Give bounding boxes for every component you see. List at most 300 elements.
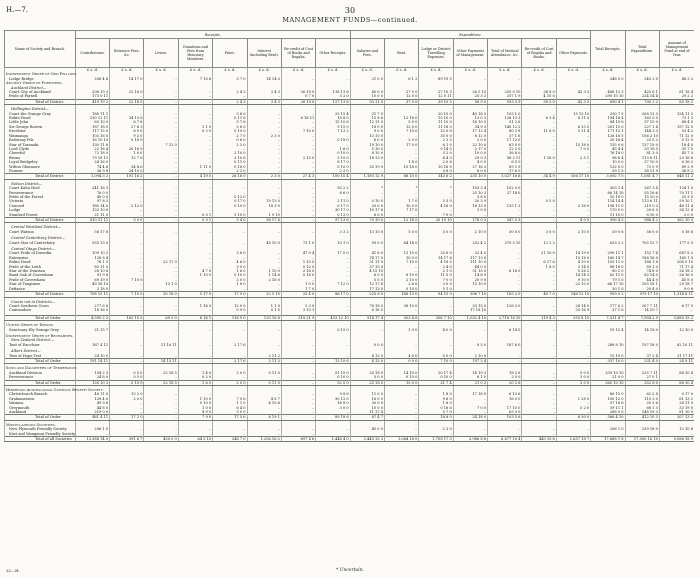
table-cell: 1,094 3 2 (75, 174, 109, 179)
table-cell: 6 18 11 (281, 116, 315, 120)
table-cell: 7 10 0 (110, 278, 144, 282)
table-cell: 33 15 0 (453, 304, 487, 308)
table-cell: 14 14 3 (556, 273, 590, 277)
table-cell: 12 0 0 (385, 94, 419, 99)
table-cell: 986 4 2 (625, 218, 659, 223)
table-cell: 0 17 0 (659, 392, 694, 396)
table-cell: 17 12 0 (350, 287, 384, 292)
row-label: Court Star of Canterbury (5, 241, 76, 245)
table-cell: .. (281, 120, 315, 124)
row-label: Lodge (5, 208, 76, 212)
table-cell: 6 16 0 (350, 308, 384, 312)
table-cell: 17 12 4 (453, 129, 487, 133)
table-cell: 9 6 0 (419, 397, 453, 401)
table-cell: .. (247, 282, 281, 286)
table-cell: .. (178, 99, 212, 104)
table-cell: 252 4 2 (453, 241, 487, 245)
row-label: Perseverance (5, 375, 76, 380)
table-cell: .. (178, 427, 212, 431)
table-cell: .. (247, 195, 281, 199)
table-cell: 20 0 0 (350, 204, 384, 208)
table-cell: 241 16 3 (75, 186, 109, 190)
table-cell: .. (144, 125, 178, 129)
row-label: Grahamstown (5, 397, 76, 401)
table-cell: .. (488, 427, 522, 431)
table-cell: .. (453, 432, 487, 437)
table-cell: 0 5 0 (522, 199, 556, 203)
table-cell: 17 18 0 (453, 392, 487, 396)
table-cell: 5 10 0 (350, 147, 384, 151)
table-cell: .. (488, 354, 522, 359)
table-cell: .. (144, 354, 178, 359)
table-cell: 31 11 0 (350, 260, 384, 264)
table-cell: .. (178, 204, 212, 208)
column-header: Total Expenditure. (625, 31, 659, 68)
table-cell: 2 10 0 (556, 230, 590, 234)
table-cell: .. (522, 343, 556, 347)
table-cell: 26 19 0 (281, 99, 315, 104)
table-cell: 18 4 0 (659, 143, 694, 147)
table-cell: 57 16 6 (591, 401, 625, 405)
table-cell: 3 0 0 (556, 380, 590, 385)
table-cell: 49 16 10 (75, 282, 109, 286)
row-label: Wilton Glenmore (5, 165, 76, 169)
table-cell: .. (213, 287, 247, 292)
table-cell: 10 18 0 (385, 165, 419, 169)
table-cell: 26 5 10 (453, 90, 487, 94)
table-cell: 0 0 0 (419, 354, 453, 359)
table-cell: 18 3 0 (247, 204, 281, 208)
table-cell: .. (488, 260, 522, 264)
table-cell: 46 11 4 (659, 204, 694, 208)
table-cell: .. (281, 169, 315, 174)
table-cell: .. (522, 208, 556, 212)
table-cell: 1 8 0 (419, 392, 453, 396)
table-cell: 1 14 6 (247, 273, 281, 277)
table-cell: .. (110, 269, 144, 273)
table-cell: 18 13 0 (453, 204, 487, 208)
table-cell: .. (556, 138, 590, 142)
row-label: Total of District (5, 99, 76, 104)
table-cell: .. (556, 358, 590, 363)
table-cell: 113 6 11 (625, 156, 659, 160)
table-cell: 2 0 0 (453, 138, 487, 142)
row-label: Pioneer (5, 169, 76, 174)
table-cell: 1 8 0 (419, 401, 453, 405)
table-cell: 155 0 6 (591, 143, 625, 147)
table-cell: .. (281, 380, 315, 385)
table-cell: .. (247, 120, 281, 124)
table-cell: 0 10 0 (178, 401, 212, 405)
unit-cell: £ s. d. (350, 68, 384, 73)
table-cell: 14 19 3 (453, 371, 487, 375)
table-cell: .. (281, 199, 315, 203)
table-cell: 105 1 0 (488, 112, 522, 116)
table-cell: 17 18 10 (453, 308, 487, 312)
table-cell: .. (247, 169, 281, 174)
table-cell: 5 11 4 (556, 129, 590, 133)
table-cell: 5 1 0 (419, 287, 453, 292)
table-cell: 231 4 0 (625, 358, 659, 363)
table-cell: 74 17 0 (350, 256, 384, 260)
table-cell: 257 1 9 (488, 94, 522, 99)
table-cell: .. (316, 278, 350, 282)
table-cell: 27 10 3 (419, 90, 453, 94)
row-label: Miscellaneous Societies. (5, 423, 76, 427)
table-cell: 224 14 4 (625, 94, 659, 99)
row-label: Star of Tangimoe (5, 282, 76, 286)
table-cell: 0 17 0 (316, 204, 350, 208)
table-cell: .. (350, 328, 384, 332)
table-cell: 27 0 1 (625, 375, 659, 380)
table-cell: 3 10 0 (213, 213, 247, 218)
table-cell: 2 5 1 (556, 156, 590, 160)
unit-cell: £ s. d. (110, 68, 144, 73)
row-label: Total of Order (5, 358, 76, 363)
table-cell: .. (178, 256, 212, 260)
table-cell: 45 10 0 (247, 241, 281, 245)
table-cell: 2 16 0 (247, 278, 281, 282)
table-cell: 26 18 2 (659, 269, 694, 273)
table-cell: 103 5 6 (488, 415, 522, 420)
table-cell: 14 17 6 (419, 256, 453, 260)
table-cell: .. (178, 195, 212, 199)
table-cell: 25 19 9 (350, 165, 384, 169)
table-cell: 6 1 0 (453, 375, 487, 380)
table-cell: 208 7 10 (419, 315, 453, 320)
table-cell: .. (385, 410, 419, 415)
table-cell: 50 11 0 (350, 99, 384, 104)
table-cell: .. (178, 343, 212, 347)
table-cell: .. (522, 269, 556, 273)
table-cell: 17 9 0 (213, 292, 247, 297)
row-label: Little John (5, 120, 76, 124)
footnote: * Uncertain. (336, 568, 364, 573)
table-cell: 22 18 5 (144, 371, 178, 375)
document-code: H.—7. (6, 6, 29, 14)
table-cell: 810 11 11 (75, 218, 109, 223)
table-cell: 208 4 6 (75, 77, 109, 81)
table-cell: 24 18 0 (453, 415, 487, 420)
table-cell: 207 7 11 (625, 304, 659, 308)
table-cell: 102 0 0 (488, 186, 522, 190)
table-cell: .. (110, 304, 144, 308)
table-cell: 89 1 0 (625, 265, 659, 269)
table-cell: 6 10 0 (385, 273, 419, 277)
table-cell: 5 0 0 (350, 375, 384, 380)
table-cell: 15 8 6 (350, 116, 384, 120)
table-cell: 21 0 0 (350, 77, 384, 81)
table-cell: 42 3 3 (556, 99, 590, 104)
table-cell: 3 6 0 (213, 125, 247, 129)
table-cell: .. (522, 282, 556, 286)
table-cell: .. (385, 308, 419, 312)
table-cell: 148 19 3 (625, 410, 659, 415)
table-cell: 4 10 0 (522, 94, 556, 99)
table-cell: 219 0 3 (625, 204, 659, 208)
table-cell: .. (522, 410, 556, 415)
table-cell: 106 2 10 (625, 134, 659, 138)
table-cell: 4 8 7 (247, 397, 281, 401)
row-label: Total of Order (5, 380, 76, 385)
table-cell: 1 10 0 (178, 273, 212, 277)
table-cell: 12 0 11 (419, 94, 453, 99)
table-cell: .. (522, 186, 556, 190)
table-cell: .. (144, 251, 178, 255)
table-cell: .. (110, 343, 144, 347)
table-cell: 2 3 0 (213, 143, 247, 147)
table-cell: .. (144, 156, 178, 160)
total-row (5, 437, 695, 442)
table-cell: .. (110, 112, 144, 116)
table-cell: .. (281, 213, 315, 218)
table-cell: 40 0 0 (350, 90, 384, 94)
table-cell: .. (488, 251, 522, 255)
table-cell: .. (522, 406, 556, 410)
table-cell: 5 0 0 (385, 230, 419, 234)
table-cell: .. (419, 208, 453, 212)
table-cell: .. (144, 112, 178, 116)
table-cell: .. (316, 143, 350, 147)
table-cell: 12 0 6 (419, 129, 453, 133)
table-cell: 2 0 0 (659, 213, 694, 218)
table-cell: 47 0 4 (281, 251, 315, 255)
table-cell: 20 9 0 (453, 278, 487, 282)
column-header: Re-credit of Cost of Regalia and Books. (522, 39, 556, 68)
row-label: Ancient Order of Foresters. (5, 81, 76, 85)
table-cell: .. (522, 125, 556, 129)
table-cell: .. (213, 427, 247, 431)
table-cell: 391 6 7 (110, 437, 144, 442)
table-cell: 128 8 4 (75, 256, 109, 260)
table-cell: .. (281, 186, 315, 190)
table-cell: .. (350, 195, 384, 199)
table-cell: 167 4 11 (75, 343, 109, 347)
table-cell: .. (556, 120, 590, 124)
table-cell: .. (144, 99, 178, 104)
row-label: Lord Clyde (5, 147, 76, 151)
table-cell: 45 4 4 (591, 147, 625, 151)
table-cell: 5 26 2 (556, 269, 590, 273)
row-label: Albert District— (5, 349, 76, 353)
table-cell: .. (110, 308, 144, 312)
table-cell: .. (110, 195, 144, 199)
table-cell: 89 18 6 (316, 415, 350, 420)
column-header: Other Payments of Management. (453, 39, 487, 68)
table-cell: 2 3 0 (247, 134, 281, 138)
table-cell: .. (110, 94, 144, 99)
row-label: New Plymouth Friendly Society (5, 427, 76, 431)
table-cell: .. (281, 358, 315, 363)
table-cell: 687 8 2 (659, 251, 694, 255)
table-cell: .. (144, 195, 178, 199)
table-cell: .. (556, 186, 590, 190)
unit-cell: £ s. d. (556, 68, 590, 73)
table-cell: .. (419, 191, 453, 195)
table-cell: .. (110, 328, 144, 332)
table-cell: 11 0 0 (419, 273, 453, 277)
table-cell: .. (419, 432, 453, 437)
table-cell: 16 0 0 (488, 397, 522, 401)
column-header: Fines. (213, 39, 247, 68)
table-cell: .. (385, 156, 419, 160)
table-cell: .. (110, 160, 144, 164)
table-cell: .. (247, 165, 281, 169)
row-label: Concord (5, 204, 76, 208)
table-cell: 56 9 0 (453, 99, 487, 104)
column-header: Interest (including Rent). (247, 39, 281, 68)
table-cell: .. (144, 432, 178, 437)
table-cell: 58 2 11 (488, 156, 522, 160)
table-cell: .. (522, 134, 556, 138)
table-cell: .. (281, 218, 315, 223)
table-cell: .. (247, 147, 281, 151)
table-cell: 61 13 2 (659, 397, 694, 401)
row-label: Total of District (5, 292, 76, 297)
table-cell: 25 3 6 (625, 401, 659, 405)
table-cell: 208 19 3 (75, 90, 109, 94)
table-cell: 2 4 3 (213, 99, 247, 104)
table-cell: 29 9 3 (453, 156, 487, 160)
table-cell: 63 3 0 (488, 410, 522, 415)
table-cell: .. (316, 304, 350, 308)
table-cell: .. (144, 269, 178, 273)
table-cell: 13 10 0 (385, 251, 419, 255)
table-cell: .. (488, 287, 522, 292)
unit-cell: £ s. d. (419, 68, 453, 73)
table-cell: .. (213, 241, 247, 245)
table-cell: .. (247, 138, 281, 142)
row-label: Star of Taranaki (5, 143, 76, 147)
table-cell: .. (178, 308, 212, 312)
row-label: Total of all Societies (5, 437, 76, 442)
table-cell: .. (316, 195, 350, 199)
table-cell: .. (110, 432, 144, 437)
table-cell: 58 0 0 (625, 230, 659, 234)
table-cell: 51 10 0 (316, 371, 350, 375)
table-cell: .. (281, 415, 315, 420)
table-cell: 6 17 5 (659, 304, 694, 308)
table-cell: .. (591, 432, 625, 437)
table-cell: 55 16 6 (625, 191, 659, 195)
table-cell: 31 15 0 (453, 269, 487, 273)
table-cell: 187 18 0 (75, 125, 109, 129)
table-cell: 82 14 0 (625, 273, 659, 277)
table-cell: .. (178, 208, 212, 212)
table-cell: 59 1 5 (591, 169, 625, 174)
table-cell: 34 9 3 (453, 125, 487, 129)
table-cell: 959 0 2 (591, 292, 625, 297)
table-cell: 290 10 10 (591, 94, 625, 99)
table-cell: 30 0 0 (488, 230, 522, 234)
row-label: Pride of the Forest (5, 195, 76, 199)
table-cell: 2 0 0 (213, 278, 247, 282)
table-cell: 20 6 0 (625, 208, 659, 212)
table-cell: 20 16 4 (591, 138, 625, 142)
table-cell: 7 0 0 (453, 406, 487, 410)
table-cell: 86 14 10 (591, 191, 625, 195)
table-cell: .. (281, 191, 315, 195)
row-label: Commodore (5, 308, 76, 312)
table-cell: 360 10 10 (591, 380, 625, 385)
table-cell: 12 14 0 (385, 218, 419, 223)
table-cell: .. (453, 401, 487, 405)
table-cell: 2 12 0 (110, 204, 144, 208)
table-cell: 10 1 0 (316, 241, 350, 245)
table-cell: .. (556, 169, 590, 174)
table-cell: .. (110, 199, 144, 203)
table-cell: .. (178, 251, 212, 255)
table-cell: 80 1 0 (591, 269, 625, 273)
table-cell: 22 18 5 (144, 380, 178, 385)
row-label: Enterprise (5, 256, 76, 260)
table-cell: 246 7 0 (213, 437, 247, 442)
table-cell: .. (247, 265, 281, 269)
table-cell: 1 4 0 (385, 160, 419, 164)
table-cell: 299 11 1 (591, 251, 625, 255)
table-cell: .. (213, 328, 247, 332)
table-cell: .. (281, 204, 315, 208)
row-label: Pride of Caversham (5, 278, 76, 282)
table-cell: 15 18 0 (556, 256, 590, 260)
table-cell: 0 0 0 (385, 358, 419, 363)
table-cell: 20 19 10 (419, 218, 453, 223)
table-cell: 6 3 4 (522, 116, 556, 120)
table-cell: 10 16 0 (419, 165, 453, 169)
table-cell: 4 6 0 (213, 260, 247, 264)
table-cell: .. (213, 94, 247, 99)
table-cell: .. (110, 354, 144, 359)
table-cell: .. (247, 125, 281, 129)
table-cell: .. (281, 432, 315, 437)
table-cell: .. (247, 191, 281, 195)
table-cell: 2 3 0 (213, 169, 247, 174)
table-cell: 126 3 0 (488, 304, 522, 308)
table-cell: 74 4 6 (75, 165, 109, 169)
table-cell: 22 18 0 (110, 99, 144, 104)
table-cell: 7,531 4 7 (591, 315, 625, 320)
table-cell: 6 0 0 (350, 273, 384, 277)
table-cell: 1 11 0 (178, 165, 212, 169)
table-cell: 37 1 6 (591, 308, 625, 312)
table-cell: 18 13 0 (350, 156, 384, 160)
table-cell: .. (144, 199, 178, 203)
table-cell: .. (556, 160, 590, 164)
table-cell: 97 8 5 (75, 199, 109, 203)
table-cell: .. (316, 410, 350, 415)
table-cell: 132 0 0 (591, 165, 625, 169)
table-cell: 6 12 6 (488, 392, 522, 396)
table-cell: 1 1 0 (178, 125, 212, 129)
table-cell: .. (522, 151, 556, 155)
table-cell: 19 10 0 (350, 143, 384, 147)
table-cell: .. (144, 265, 178, 269)
table-cell: 419 19 2 (75, 99, 109, 104)
table-cell: 3 18 0 (75, 287, 109, 292)
table-cell: .. (144, 308, 178, 312)
row-label: Waimanga (5, 134, 76, 138)
table-cell: 25 3 2 (453, 94, 487, 99)
table-cell: .. (178, 151, 212, 155)
table-cell: 2 1 0 (419, 269, 453, 273)
table-cell: 97 13 6 (316, 218, 350, 223)
table-cell: 21 0 0 (591, 375, 625, 380)
table-cell: 20 16 0 (110, 147, 144, 151)
table-cell: 0 16 6 (419, 406, 453, 410)
table-cell: 126 13 3 (488, 116, 522, 120)
column-header: Contributions. (75, 39, 109, 68)
table-cell: .. (247, 151, 281, 155)
